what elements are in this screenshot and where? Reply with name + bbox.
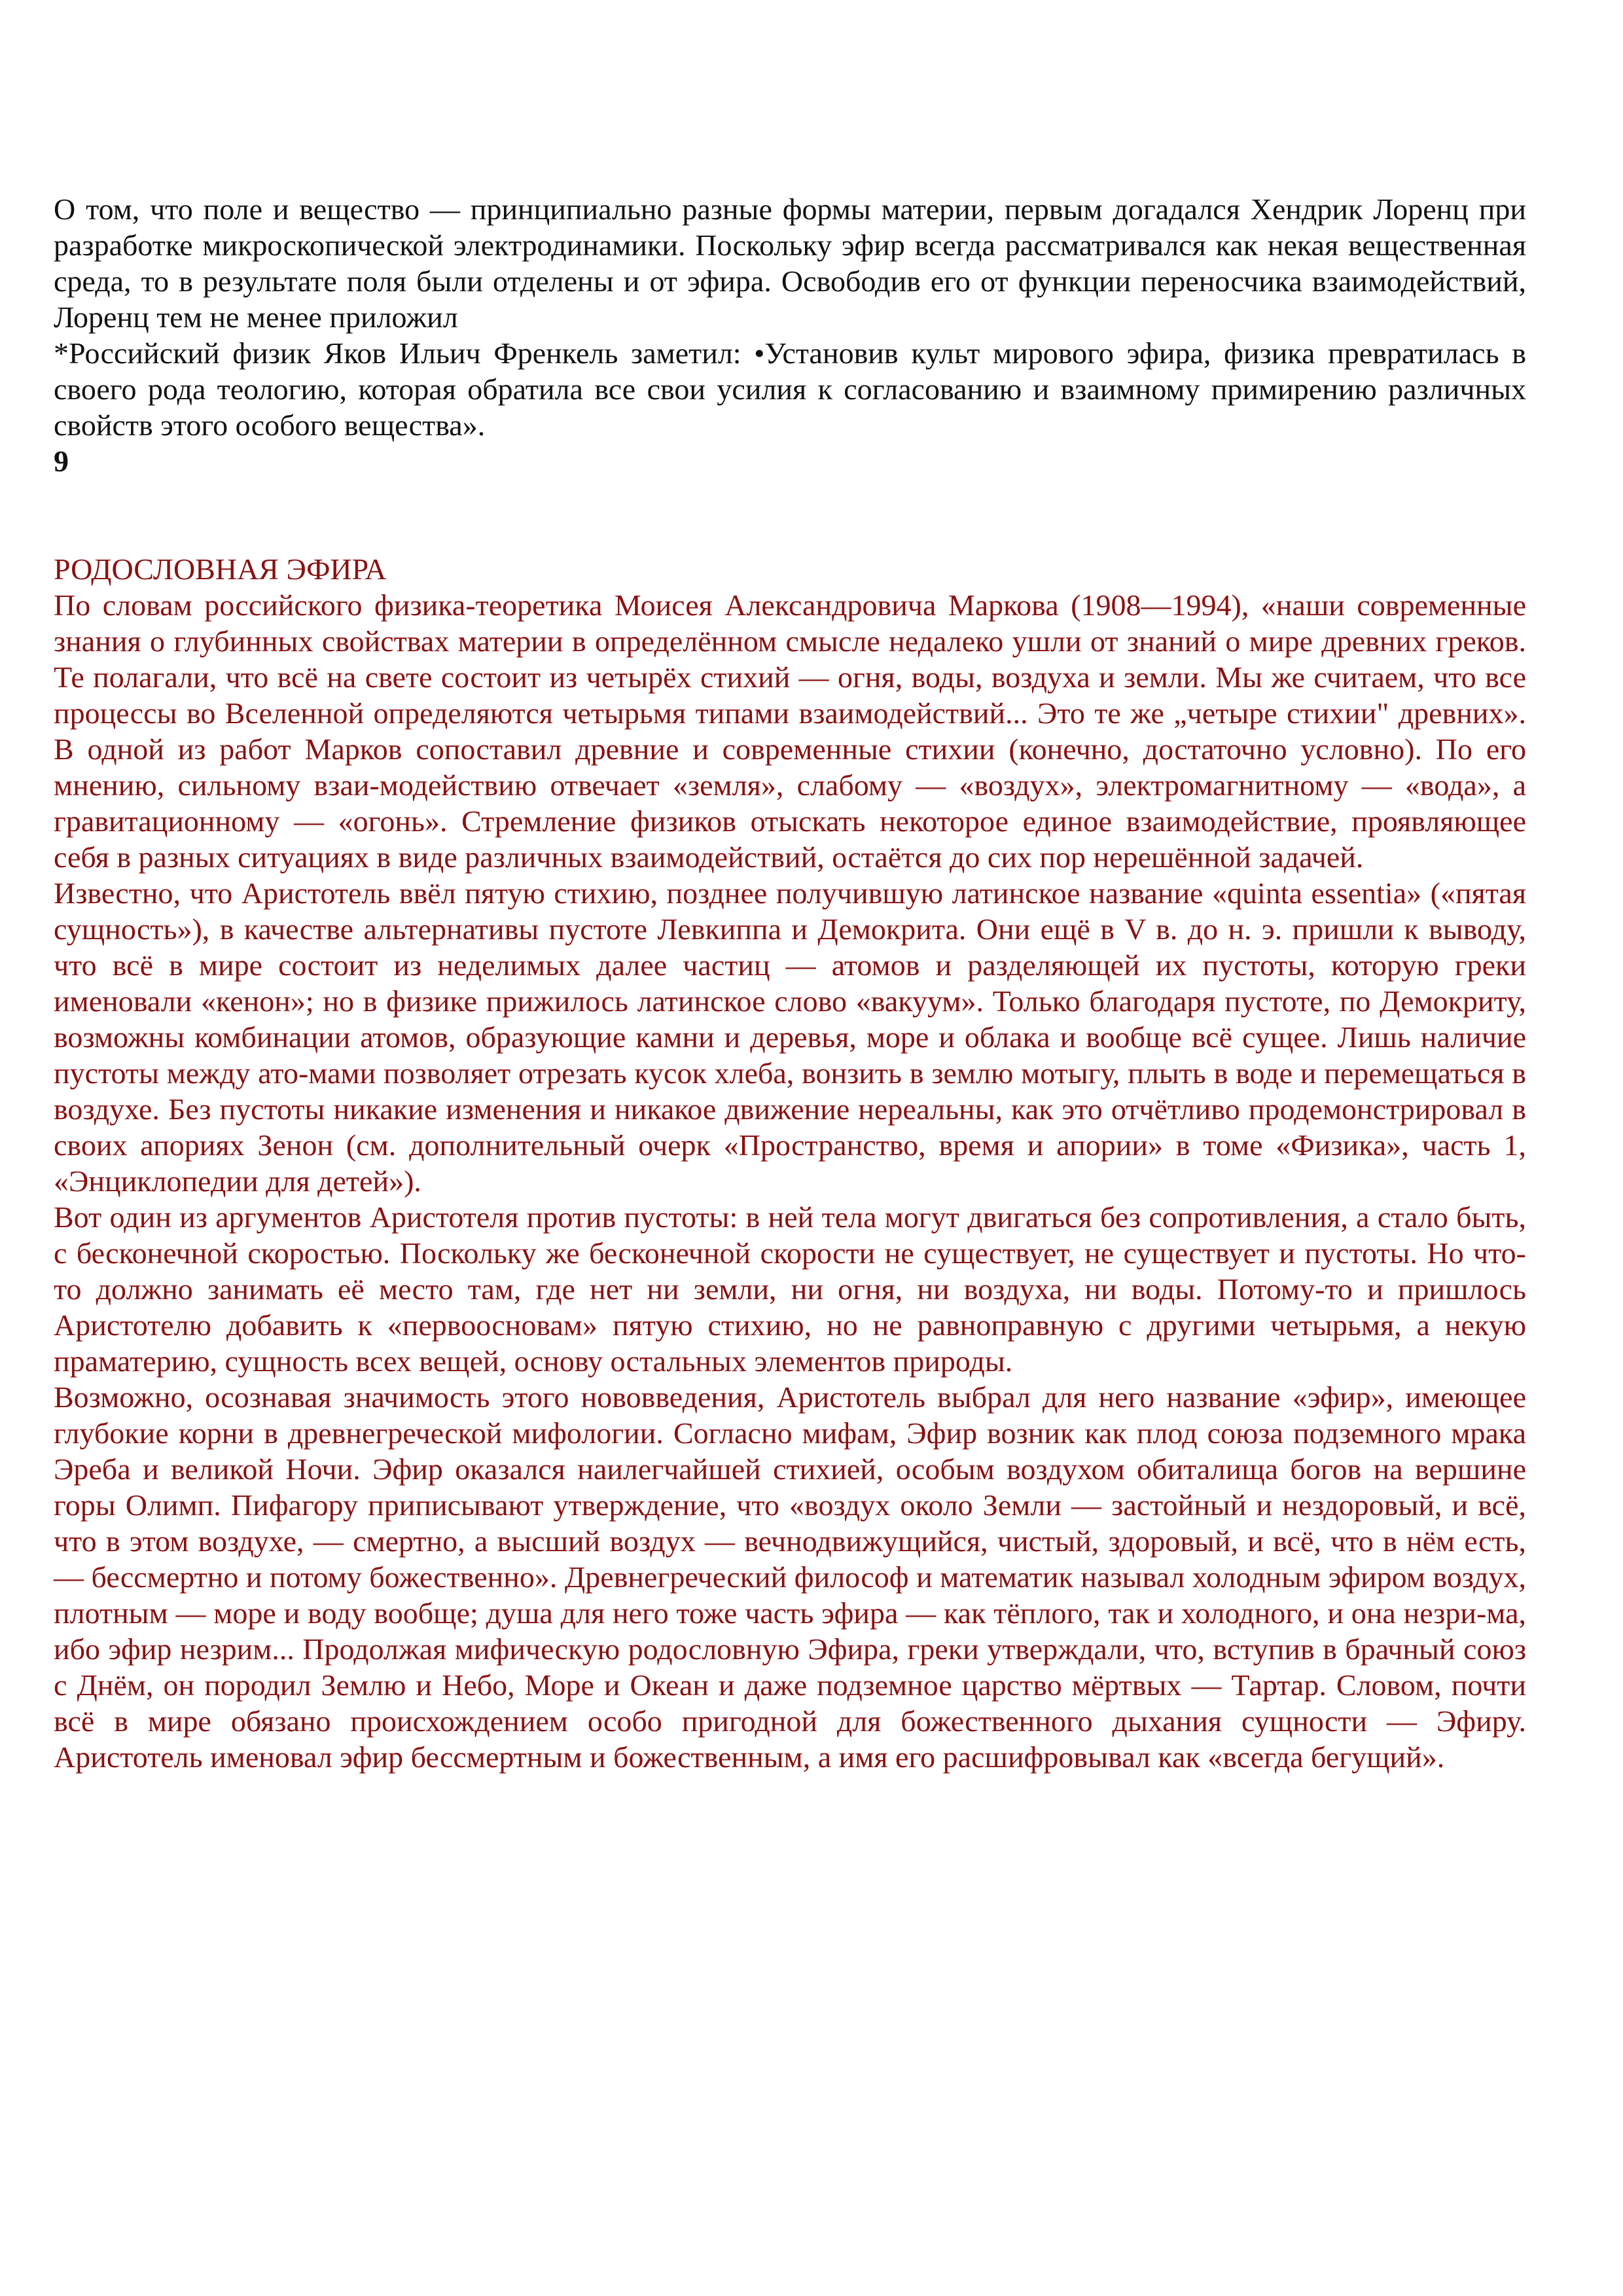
document-page xyxy=(54,191,1526,1775)
section-paragraph-1: По словам российского физика-теоретика Моисея Александровича Маркова (1908—1994), «наши современные знания о глубинных свойствах материи в определённом смысле недалеко ушли от знаний о мире древних греков. Те полагали, что всё на свете состоит из четырёх стихий — огня, воды, воздуха и земли. Мы же считаем, что все процессы во Вселенной определяются четырьмя типами взаимодействий... Это те же „четыре стихии" древних». В одной из работ Марков сопоставил древние и современные стихии (конечно, достаточно условно). По его мнению, сильному взаи-модействию отвечает «земля», слабому — «воздух», электромагнитному — «вода», а гравитационному — «огонь». Стремление физиков отыскать некоторое единое взаимодействие, проявляющее себя в разных ситуациях в виде различных взаимодействий, остаётся до сих пор нерешённой задачей. xyxy=(54,588,1526,874)
intro-paragraph-1: О том, что поле и вещество — принципиально разные формы материи, первым догадался Хендрик Лоренц при разработке микроскопической электродинамики. Поскольку эфир всегда рассматривался как некая вещественная среда, то в результате поля были отделены и от эфира. Освободив его от функции переносчика взаимодействий, Лоренц тем не менее приложил xyxy=(54,192,1526,334)
page-number: 9 xyxy=(54,444,69,478)
section-paragraph-3: Вот один из аргументов Аристотеля против пустоты: в ней тела могут двигаться без сопротивления, а стало быть, с бесконечной скоростью. Поскольку же бесконечной скорости не существует, не существует и пустоты. Но что-то должно занимать её место там, где нет ни земли, ни огня, ни воздуха, ни воды. Потому-то и пришлось Аристотелю добавить к «первоосновам» пятую стихию, но не равноправную с другими четырьмя, а некую праматерию, сущность всех вещей, основу остальных элементов природы. xyxy=(54,1200,1526,1378)
section-paragraph-2: Известно, что Аристотель ввёл пятую стихию, позднее получившую латинское название «quinta essentia» («пятая сущность»), в качестве альтернативы пустоте Левкиппа и Демокрита. Они ещё в V в. до н. э. пришли к выводу, что всё в мире состоит из неделимых далее частиц — атомов и разделяющей их пустоты, которую греки именовали «кенон»; но в физике прижилось латинское слово «вакуум». Только благодаря пустоте, по Демокриту, возможны комбинации атомов, образующие камни и деревья, море и облака и вообще всё сущее. Лишь наличие пустоты между ато-мами позволяет отрезать кусок хлеба, вонзить в землю мотыгу, плыть в воде и перемещаться в воздухе. Без пустоты никакие изменения и никакое движение нереальны, как это отчётливо продемонстрировал в своих апориях Зенон (см. дополнительный очерк «Пространство, время и апории» в томе «Физика», часть 1, «Энциклопедии для детей»). xyxy=(54,876,1526,1198)
section-gap xyxy=(54,479,1526,551)
section-title: РОДОСЛОВНАЯ ЭФИРА xyxy=(54,552,387,586)
intro-footnote-quote: *Российский физик Яков Ильич Френкель заметил: •Установив культ мирового эфира, физика превратилась в своего рода теологию, которая обратила все свои усилия к согласованию и взаимному примирению различных свойств этого особого вещества». xyxy=(54,336,1526,442)
section-paragraph-4: Возможно, осознавая значимость этого нововведения, Аристотель выбрал для него название «эфир», имеющее глубокие корни в древнегреческой мифологии. Согласно мифам, Эфир возник как плод союза подземного мрака Эреба и великой Ночи. Эфир оказался наилегчайшей стихией, особым воздухом обиталища богов на вершине горы Олимп. Пифагору приписывают утверждение, что «воздух около Земли — застойный и нездоровый, и всё, что в этом воздухе, — смертно, а высший воздух — вечнодвижущийся, чистый, здоровый, и всё, что в нём есть, — бессмертно и потому божественно». Древнегреческий философ и математик называл холодным эфиром воздух, плотным — море и воду вообще; душа для него тоже часть эфира — как тёплого, так и холодного, и она незри-ма, ибо эфир незрим... Продолжая мифическую родословную Эфира, греки утверждали, что, вступив в брачный союз с Днём, он породил Землю и Небо, Море и Океан и даже подземное царство мёртвых — Тартар. Словом, почти всё в мире обязано происхождением особо пригодной для божественного дыхания сущности — Эфиру. Аристотель именовал эфир бессмертным и божественным, а имя его расшифровывал как «всегда бегущий». xyxy=(54,1380,1526,1774)
